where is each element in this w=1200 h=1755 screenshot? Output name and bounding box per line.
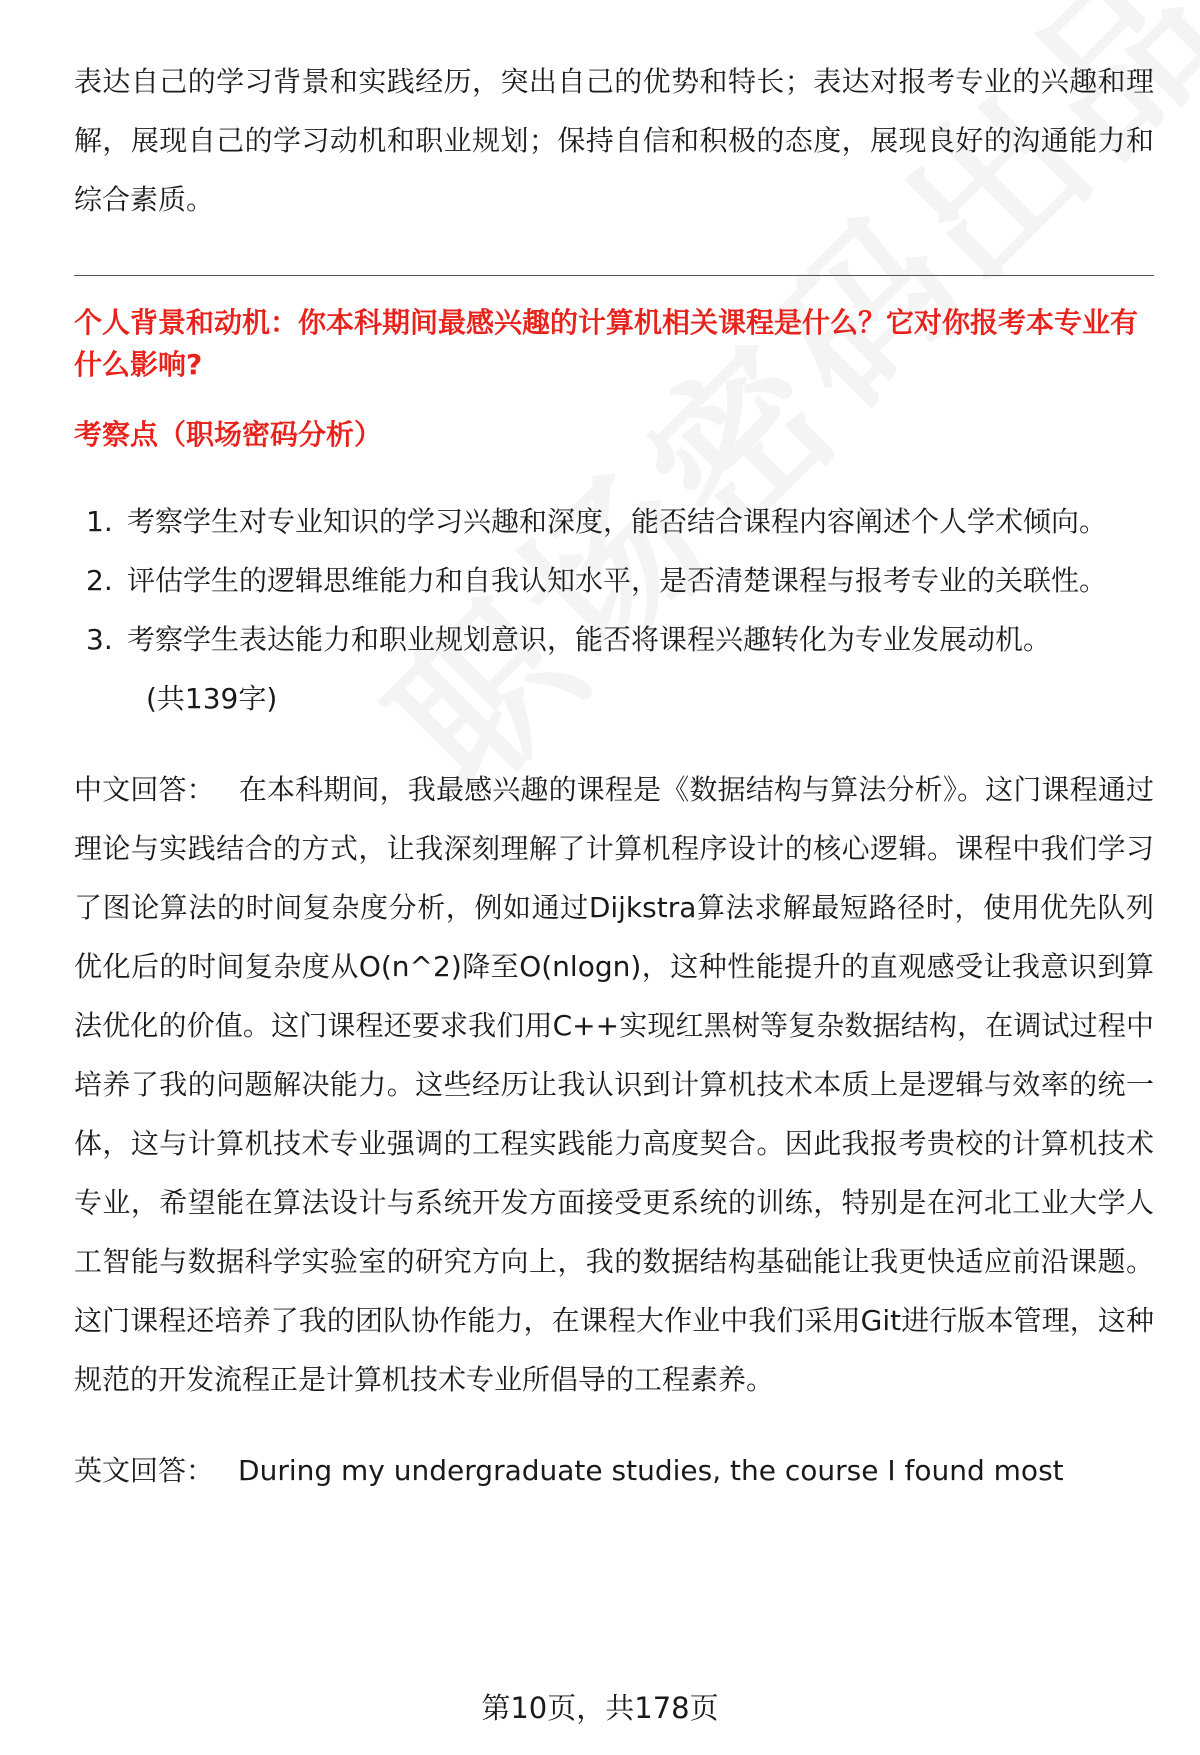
assessment-heading: 考察点（职场密码分析） — [74, 418, 383, 451]
question-title: 个人背景和动机：你本科期间最感兴趣的计算机相关课程是什么？它对你报考本专业有什么影响? — [74, 306, 1139, 381]
page-number-footer: 第10页，共178页 — [481, 1691, 719, 1725]
chinese-answer — [74, 760, 1154, 1409]
list-item-number: 1. — [86, 505, 113, 538]
list-item — [74, 551, 1154, 610]
english-answer — [74, 1441, 1154, 1500]
intro-paragraph: 表达自己的学习背景和实践经历，突出自己的优势和特长；表达对报考专业的兴趣和理解，展现自己的学习动机和职业规划；保持自信和积极的态度，展现良好的沟通能力和综合素质。 — [74, 65, 1154, 216]
list-item — [74, 492, 1154, 551]
list-item-number: 2. — [86, 564, 113, 597]
list-item-text: 评估学生的逻辑思维能力和自我认知水平，是否清楚课程与报考专业的关联性。 — [127, 564, 1108, 597]
character-count: (共139字) — [146, 682, 278, 715]
list-item-text: 考察学生表达能力和职业规划意识，能否将课程兴趣转化为专业发展动机。 — [127, 623, 1052, 656]
chinese-answer-label: 中文回答： — [74, 773, 215, 806]
chinese-answer-text: 在本科期间，我最感兴趣的课程是《数据结构与算法分析》。这门课程通过理论与实践结合的方式，让我深刻理解了计算机程序设计的核心逻辑。课程中我们学习了图论算法的时间复杂度分析，例如通过Dijkstra算法求解最短路径时，使用优先队列优化后的时间复杂度从O(n^2)降至O(nlogn)，这种性能提升的直观感受让我意识到算法优化的价值。这门课程还要求我们用C++实现红黑树等复杂数据结构，在调试过程中培养了我的问题解决能力。这些经历让我认识到计算机技术本质上是逻辑与效率的统一体，这与计算机技术专业强调的工程实践能力高度契合。因此我报考贵校的计算机技术专业，希望能在算法设计与系统开发方面接受更系统的训练，特别是在河北工业大学人工智能与数据科学实验室的研究方向上，我的数据结构基础能让我更快适应前沿课题。这门课程还培养了我的团队协作能力，在课程大作业中我们采用Git进行版本管理，这种规范的开发流程正是计算机技术专业所倡导的工程素养。 — [74, 773, 1154, 1396]
list-item — [74, 610, 1154, 669]
english-answer-label: 英文回答： — [74, 1454, 215, 1487]
assessment-points-list — [74, 492, 1154, 669]
section-divider — [74, 275, 1154, 276]
list-item-text: 考察学生对专业知识的学习兴趣和深度，能否结合课程内容阐述个人学术倾向。 — [127, 505, 1108, 538]
english-answer-text: During my undergraduate studies, the course I found most — [238, 1454, 1064, 1487]
document-page — [74, 52, 1154, 1500]
list-item-number: 3. — [86, 623, 113, 656]
